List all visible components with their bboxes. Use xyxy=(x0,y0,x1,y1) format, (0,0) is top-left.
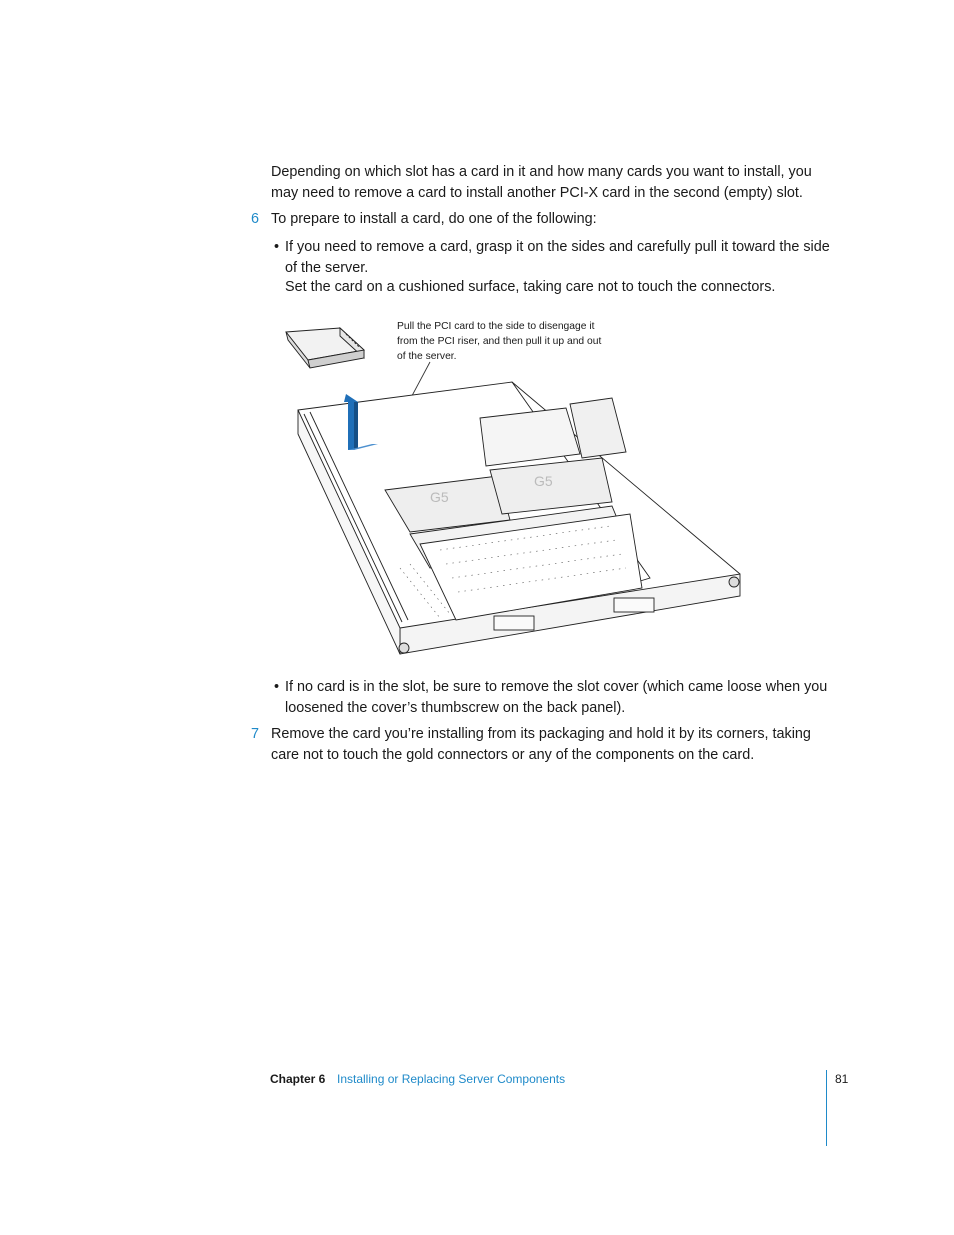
intro-paragraph: Depending on which slot has a card in it and how many cards you want to install, you may need to remove a card to install another PCI-X card in the second (empty) slot. xyxy=(271,164,812,201)
figure-callout: Pull the PCI card to the side to disengage it from the PCI riser, and then pull it up and out of the server. xyxy=(397,321,602,362)
heatsink-label-1: G5 xyxy=(430,489,449,505)
footer-divider xyxy=(826,1070,827,1146)
bullet-remove-card: If you need to remove a card, grasp it on the sides and carefully pull it toward the side of the server. xyxy=(285,239,830,276)
step-number-7: 7 xyxy=(251,726,260,742)
pci-card xyxy=(286,328,364,368)
bullet-remove-card-note: Set the card on a cushioned surface, taking care not to touch the connectors. xyxy=(285,279,776,295)
step-6-text: To prepare to install a card, do one of the following: xyxy=(271,211,597,227)
step-number-6: 6 xyxy=(251,211,260,227)
bullet-marker: • xyxy=(274,679,280,695)
server-chassis xyxy=(298,382,740,654)
bullet-no-card: If no card is in the slot, be sure to remove the slot cover (which came loose when you loosened the cover’s thumbscrew on the back panel). xyxy=(285,679,828,716)
server-illustration xyxy=(280,318,750,673)
footer-chapter-title: Installing or Replacing Server Components xyxy=(337,1072,566,1086)
heatsink-label-2: G5 xyxy=(534,473,553,489)
bullet-marker: • xyxy=(274,239,280,255)
step-7-text: Remove the card you’re installing from its packaging and hold it by its corners, taking care not to touch the gold connectors or any of the components on the card. xyxy=(271,726,811,763)
footer-chapter: Chapter 6 xyxy=(270,1072,326,1086)
page-number: 81 xyxy=(835,1072,849,1086)
